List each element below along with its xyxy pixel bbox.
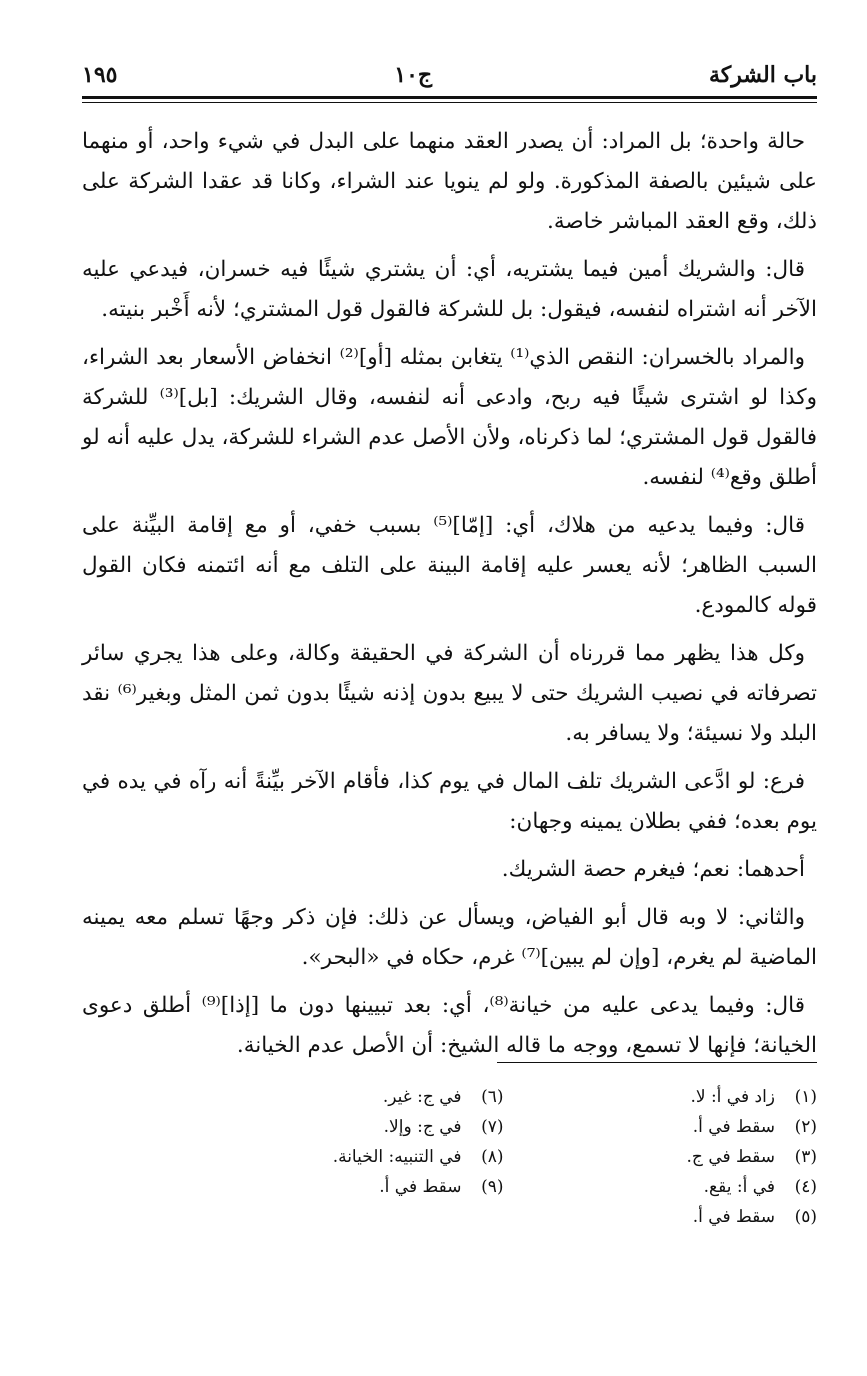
paragraph: حالة واحدة؛ بل المراد: أن يصدر العقد منهما على البدل في شيء واحد، أو منهما على شيئين بالصفة المذكورة. ولو لم ينويا عند الشراء، وكانا قد عقدا الشركة على ذلك، وقع العقد المباشر خاصة. [82,129,817,234]
paragraph: قال: والشريك أمين فيما يشتريه، أي: أن يشتري شيئًا فيه خسران، فيدعي عليه الآخر أنه اشتراه لنفسه، فيقول: بل للشركة فالقول قول المشتري؛ لأنه أَخْبر بنيته. [82,257,817,322]
paragraph: قال: وفيما يدعيه من هلاك، أي: [إمّا]⁽⁵⁾ بسبب خفي، أو مع إقامة البيِّنة على السبب الظاهر؛ لأنه يعسر عليه إقامة البينة على التلف مع أنه ائتمنه فكان القول قوله كالمودع. [82,513,817,618]
footnotes-right-column [564,1082,818,1232]
main-text [82,122,817,1074]
footnote: (٣) سقط في ج. [686,1147,817,1167]
page-header [82,58,817,92]
header-rule-thin [82,102,817,103]
footnotes-left-column [250,1082,504,1232]
paragraph: والثاني: لا وبه قال أبو الفياض، ويسأل عن ذلك: فإن ذكر وجهًا تسلم معه يمينه الماضية لم يغرم، [وإن لم يبين]⁽⁷⁾ غرم، حكاه في «البحر». [82,905,817,970]
footnote: (٢) سقط في أ. [692,1117,817,1137]
footnote: (٤) في أ: يقع. [703,1177,817,1197]
page-number: ١٩٥ [82,62,118,88]
header-rule-thick [82,96,817,99]
paragraph: وكل هذا يظهر مما قررناه أن الشركة في الحقيقة وكالة، وعلى هذا يجري سائر تصرفاته في نصيب الشريك حتى لا يبيع بدون إذنه شيئًا بدون ثمن المثل وبغير⁽⁶⁾ نقد البلد ولا نسيئة؛ ولا يسافر به. [82,641,817,746]
footnote: (٥) سقط في أ. [692,1207,817,1227]
footnote: (٩) سقط في أ. [379,1177,504,1197]
paragraph: أحدهما: نعم؛ فيغرم حصة الشريك. [501,857,805,882]
paragraph: والمراد بالخسران: النقص الذي⁽¹⁾ يتغابن بمثله [أو]⁽²⁾ انخفاض الأسعار بعد الشراء، وكذا لو اشترى شيئًا فيه ربح، وادعى أنه لنفسه، وقال الشريك: [بل]⁽³⁾ للشركة فالقول قول المشتري؛ لما ذكرناه، ولأن الأصل عدم الشراء للشركة، يدل عليه أنه لو أطلق وقع⁽⁴⁾ لنفسه. [82,345,817,490]
footnote: (٨) في التنبيه: الخيانة. [332,1147,504,1167]
volume-label: ج١٠ [394,62,433,88]
footnote: (٦) في ج: غير. [382,1087,504,1107]
paragraph: قال: وفيما يدعى عليه من خيانة⁽⁸⁾، أي: بعد تبيينها دون ما [إذا]⁽⁹⁾ أطلق دعوى الخيانة؛ فإنها لا تسمع، ووجه ما قاله الشيخ: أن الأصل عدم الخيانة. [82,993,817,1058]
footnotes [250,1082,817,1232]
paragraph: فرع: لو ادَّعى الشريك تلف المال في يوم كذا، فأقام الآخر بيِّنةً أنه رآه في يده في يوم بعده؛ ففي بطلان يمينه وجهان: [82,769,817,834]
footnote-separator [497,1062,817,1063]
footnote: (٧) في ج: وإلا. [383,1117,504,1137]
footnote: (١) زاد في أ: لا. [690,1087,817,1107]
chapter-title: باب الشركة [708,62,817,88]
